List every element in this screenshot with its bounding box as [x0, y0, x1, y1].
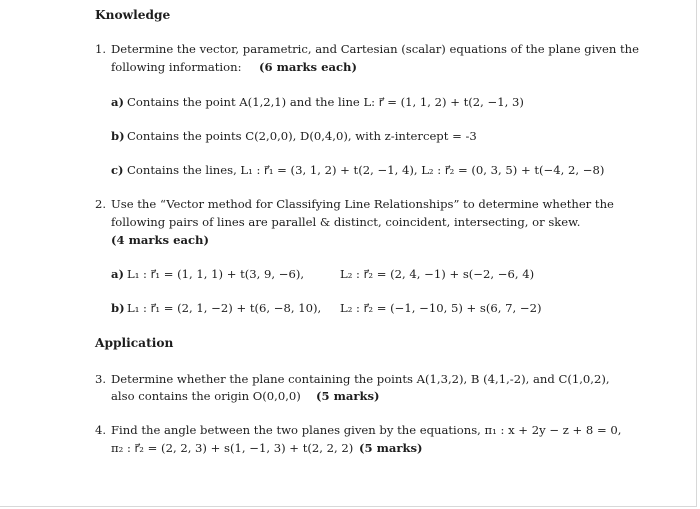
q2-marks: (4 marks each) — [111, 233, 209, 247]
q4-text-line2: π₂ : r⃗₂ = (2, 2, 3) + s(1, −1, 3) + t(2, 2, 2) — [111, 441, 354, 455]
q2a-label: a) — [111, 267, 124, 281]
q1-marks: (6 marks each) — [259, 60, 357, 74]
q1a-label: a) — [111, 95, 124, 109]
q2b-label: b) — [111, 301, 125, 315]
q3-text-line1: Determine whether the plane containing the points A(1,3,2), B (4,1,-2), and C(1,0,2), — [111, 372, 610, 386]
section-heading-application: Application — [95, 336, 174, 350]
q2-number: 2. — [95, 197, 107, 211]
q2a-line1: L₁ : r⃗₁ = (1, 1, 1) + t(3, 9, −6), — [127, 267, 305, 281]
q3-marks: (5 marks) — [316, 389, 380, 403]
q2b-line1: L₁ : r⃗₁ = (2, 1, −2) + t(6, −8, 10), — [127, 301, 322, 315]
q1a-text: Contains the point A(1,2,1) and the line L: r⃗ = (1, 1, 2) + t(2, −1, 3) — [127, 95, 524, 109]
q4-marks: (5 marks) — [359, 441, 423, 455]
q1b-text: Contains the points C(2,0,0), D(0,4,0), with z-intercept = -3 — [127, 129, 477, 143]
q3-text-line2: also contains the origin O(0,0,0) — [111, 389, 301, 403]
section-heading-knowledge: Knowledge — [95, 8, 171, 22]
q1-number: 1. — [95, 42, 107, 56]
q2-text-line1: Use the “Vector method for Classifying Line Relationships” to determine whether the — [111, 197, 614, 211]
q4-number: 4. — [95, 423, 107, 437]
q1-text-line2: following information: — [111, 60, 242, 74]
q2-text-line2: following pairs of lines are parallel & distinct, coincident, intersecting, or skew. — [111, 215, 581, 229]
q1-text-line1: Determine the vector, parametric, and Cartesian (scalar) equations of the plane given the — [111, 42, 639, 56]
q1b-label: b) — [111, 129, 125, 143]
q2a-line2: L₂ : r⃗₂ = (2, 4, −1) + s(−2, −6, 4) — [340, 267, 535, 281]
q4-text-line1: Find the angle between the two planes given by the equations, π₁ : x + 2y − z + 8 = 0, — [111, 423, 622, 437]
q1c-label: c) — [111, 163, 124, 177]
q3-number: 3. — [95, 372, 107, 386]
q1c-text: Contains the lines, L₁ : r⃗₁ = (3, 1, 2) + t(2, −1, 4), L₂ : r⃗₂ = (0, 3, 5) + t(−4, 2, −8) — [127, 163, 605, 177]
q2b-line2: L₂ : r⃗₂ = (−1, −10, 5) + s(6, 7, −2) — [340, 301, 542, 315]
